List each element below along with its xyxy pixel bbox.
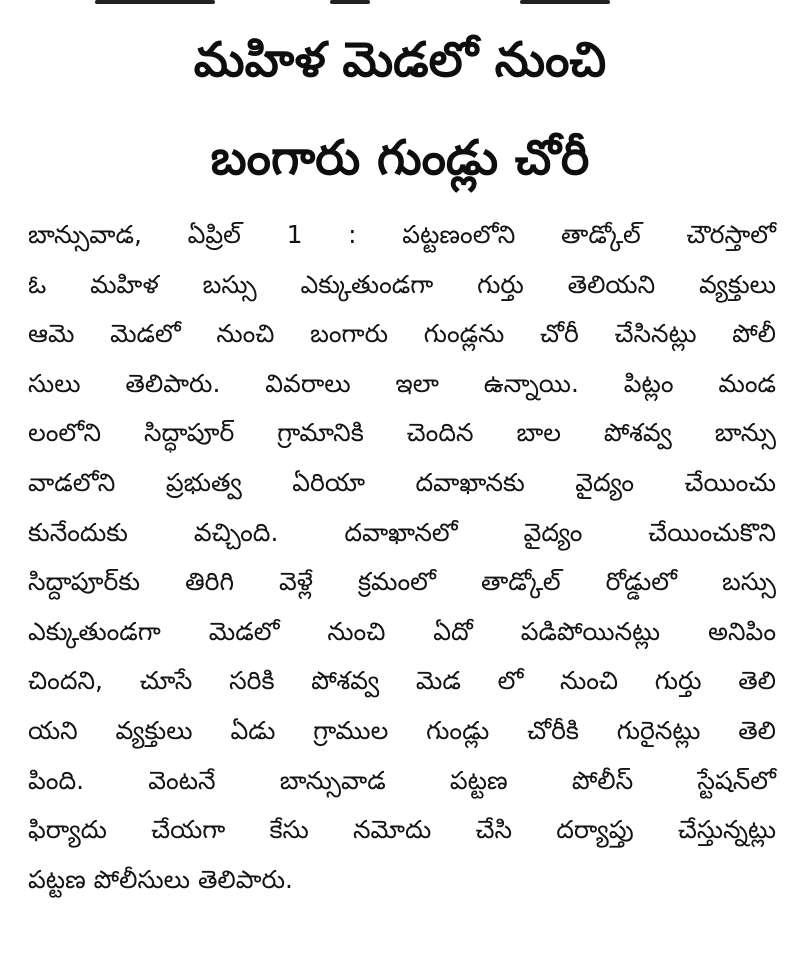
article-line: పింది. వెంటనే బాన్సువాడ పట్టణ పోలీస్ స్టేషన్‌లో (28, 765, 776, 795)
article-line: చిందని, చూసే సరికి పోశవ్వ మెడ లో నుంచి గుర్తు తెలి (28, 666, 776, 696)
article-line: వాడలోని ప్రభుత్వ ఏరియా దవాఖానకు వైద్యం చేయించు (28, 467, 776, 497)
article-line: ఆమె మెడలో నుంచి బంగారు గుండ్లను చోరీ చేసినట్లు పోలీ (28, 319, 776, 349)
cropped-previous-text (0, 0, 800, 10)
headline-line-2: బంగారు గుండ్లు చోరీ (210, 130, 590, 186)
article-line: ఫిర్యాదు చేయగా కేసు నమోదు చేసి దర్యాప్తు చేస్తున్నట్లు (28, 815, 776, 845)
article-line: ఎక్కుతుండగా మెడలో నుంచి ఏదో పడిపోయినట్లు అనిపిం (28, 616, 776, 646)
article-line: కునేందుకు వచ్చింది. దవాఖానలో వైద్యం చేయించుకొని (28, 517, 776, 547)
article-line: ఓ మహిళ బస్సు ఎక్కుతుండగా గుర్తు తెలియని వ్యక్తులు (28, 269, 776, 299)
cropped-text-fragment (520, 0, 610, 4)
article-line: యని వ్యక్తులు ఏడు గ్రాముల గుండ్లు చోరీకి గురైనట్లు తెలి (28, 715, 776, 745)
article-line: సులు తెలిపారు. వివరాలు ఇలా ఉన్నాయి. పిట్లం మండ (28, 368, 776, 398)
article-line: లంలోని సిద్ధాపూర్ గ్రామానికి చెందిన బాల పోశవ్వ బాన్సు (28, 418, 776, 448)
headline-line-1: మహిళ మెడలో నుంచి (193, 32, 607, 88)
article-body (28, 210, 776, 904)
article-line: సిద్దాపూర్‌కు తిరిగి వెళ్లే క్రమంలో తాడ్కోల్ రోడ్డులో బస్సు (28, 567, 776, 597)
article-line: బాన్సువాడ, ఏప్రిల్ 1 : పట్టణంలోని తాడ్కోల్ చౌరస్తాలో (28, 220, 776, 249)
article-line: పట్టణ పోలీసులు తెలిపారు. (28, 864, 293, 894)
cropped-text-fragment (95, 0, 215, 4)
cropped-text-fragment (330, 0, 370, 4)
